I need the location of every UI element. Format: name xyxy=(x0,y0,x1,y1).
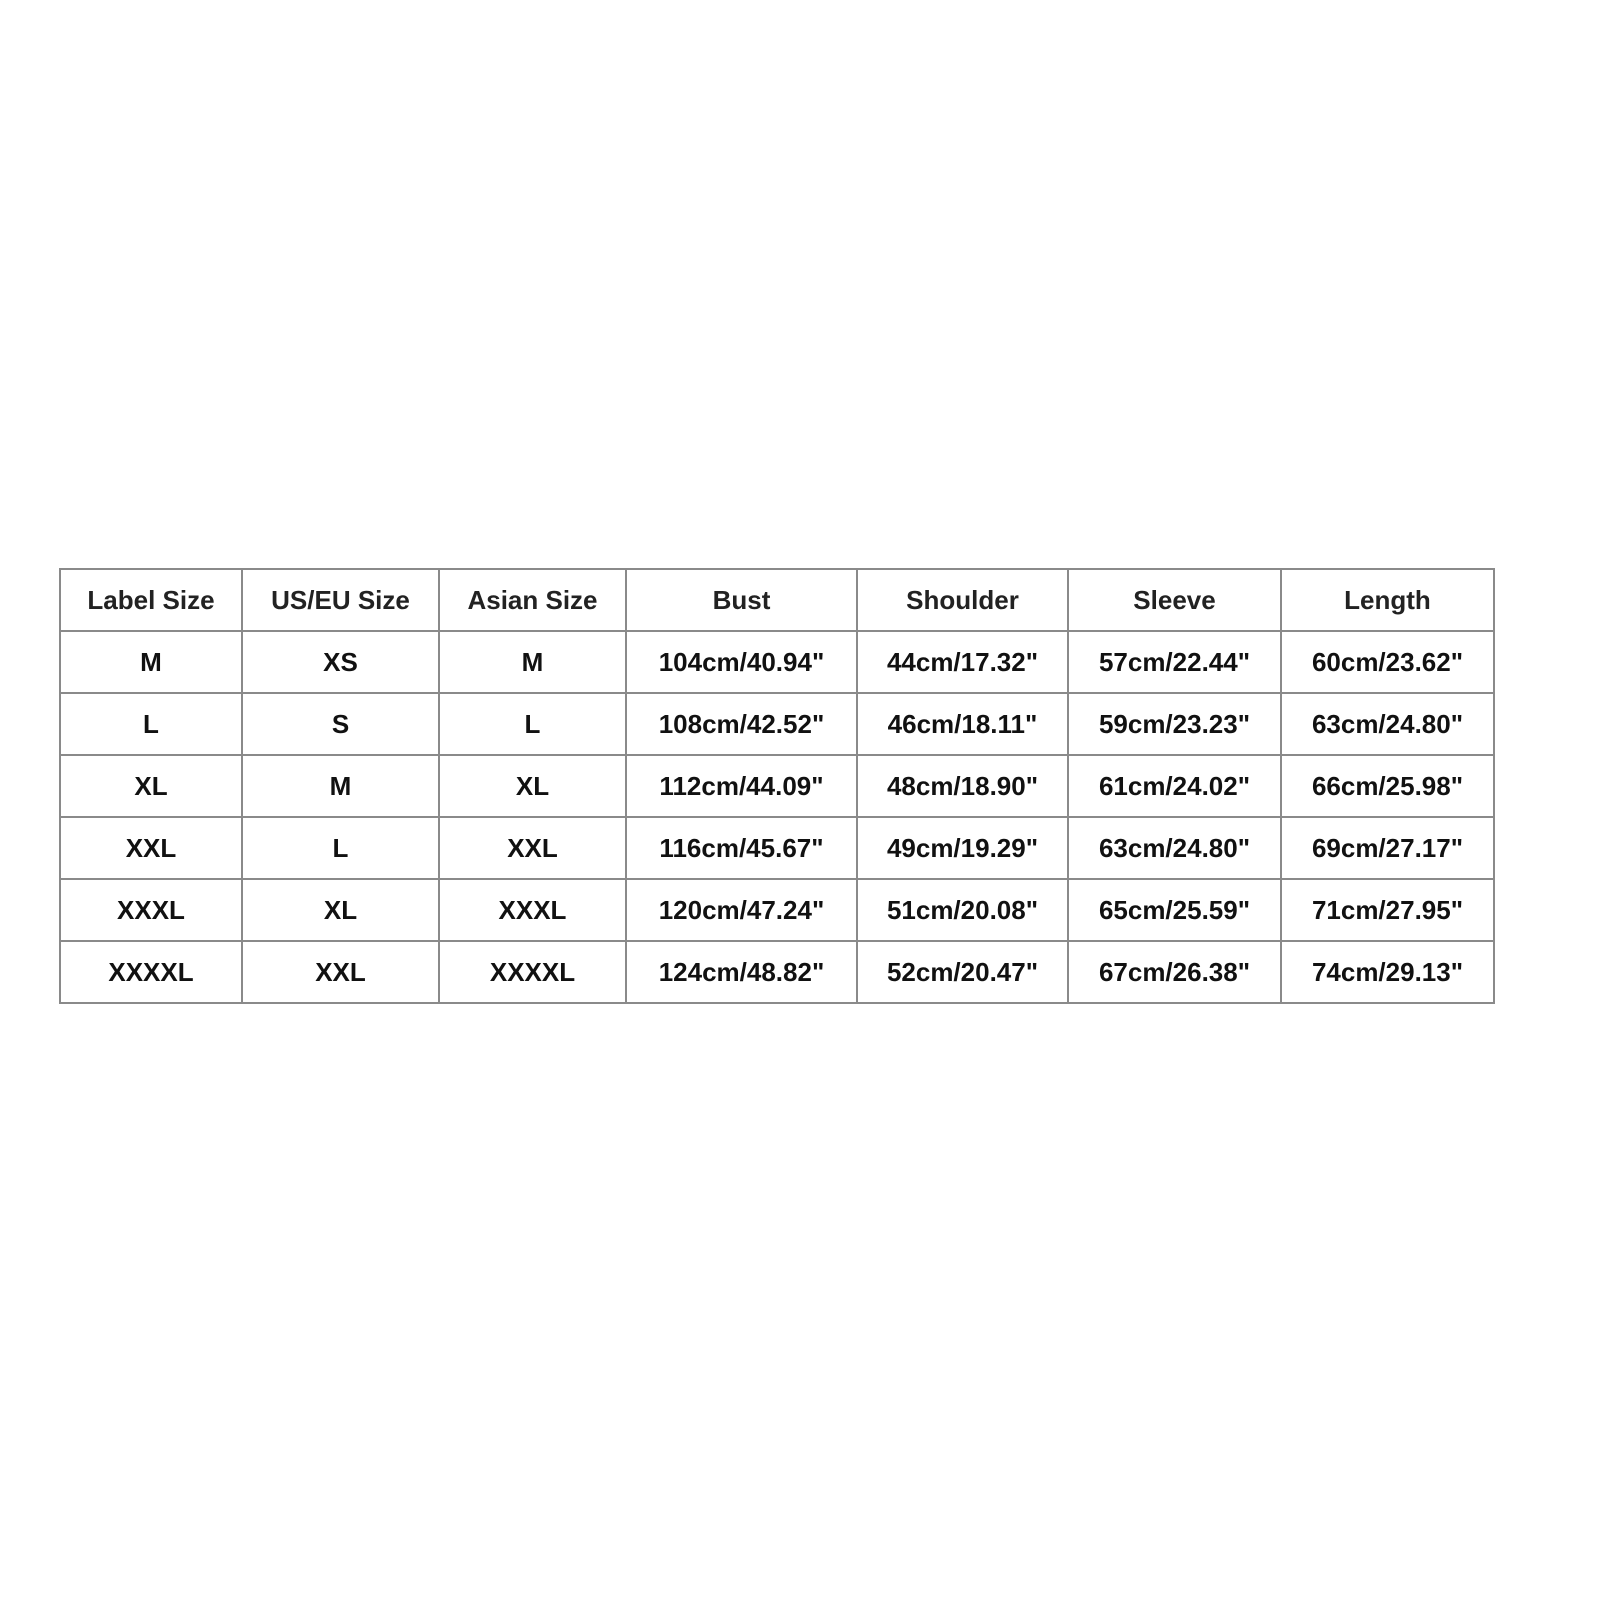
header-asian-size: Asian Size xyxy=(439,569,626,631)
cell-asian-size: XL xyxy=(439,755,626,817)
cell-us-eu-size: XL xyxy=(242,879,439,941)
header-label-size: Label Size xyxy=(60,569,242,631)
cell-bust: 124cm/48.82" xyxy=(626,941,857,1003)
cell-shoulder: 49cm/19.29" xyxy=(857,817,1068,879)
cell-sleeve: 59cm/23.23" xyxy=(1068,693,1281,755)
header-row xyxy=(60,569,1494,631)
cell-bust: 108cm/42.52" xyxy=(626,693,857,755)
cell-shoulder: 52cm/20.47" xyxy=(857,941,1068,1003)
table-row xyxy=(60,693,1494,755)
cell-us-eu-size: S xyxy=(242,693,439,755)
table-row xyxy=(60,941,1494,1003)
cell-bust: 104cm/40.94" xyxy=(626,631,857,693)
cell-us-eu-size: L xyxy=(242,817,439,879)
cell-length: 69cm/27.17" xyxy=(1281,817,1494,879)
cell-us-eu-size: XXL xyxy=(242,941,439,1003)
cell-asian-size: L xyxy=(439,693,626,755)
cell-length: 71cm/27.95" xyxy=(1281,879,1494,941)
cell-label-size: M xyxy=(60,631,242,693)
cell-shoulder: 48cm/18.90" xyxy=(857,755,1068,817)
cell-us-eu-size: XS xyxy=(242,631,439,693)
header-shoulder: Shoulder xyxy=(857,569,1068,631)
header-length: Length xyxy=(1281,569,1494,631)
cell-length: 63cm/24.80" xyxy=(1281,693,1494,755)
cell-length: 60cm/23.62" xyxy=(1281,631,1494,693)
cell-bust: 120cm/47.24" xyxy=(626,879,857,941)
size-chart-table xyxy=(59,568,1495,1004)
cell-asian-size: XXXL xyxy=(439,879,626,941)
table-row xyxy=(60,755,1494,817)
cell-length: 66cm/25.98" xyxy=(1281,755,1494,817)
cell-sleeve: 65cm/25.59" xyxy=(1068,879,1281,941)
table-row xyxy=(60,817,1494,879)
cell-asian-size: XXXXL xyxy=(439,941,626,1003)
cell-bust: 112cm/44.09" xyxy=(626,755,857,817)
header-us-eu-size: US/EU Size xyxy=(242,569,439,631)
cell-sleeve: 61cm/24.02" xyxy=(1068,755,1281,817)
header-bust: Bust xyxy=(626,569,857,631)
cell-shoulder: 51cm/20.08" xyxy=(857,879,1068,941)
cell-label-size: XXL xyxy=(60,817,242,879)
table-row xyxy=(60,631,1494,693)
cell-asian-size: XXL xyxy=(439,817,626,879)
cell-us-eu-size: M xyxy=(242,755,439,817)
cell-label-size: XL xyxy=(60,755,242,817)
cell-shoulder: 46cm/18.11" xyxy=(857,693,1068,755)
cell-bust: 116cm/45.67" xyxy=(626,817,857,879)
cell-shoulder: 44cm/17.32" xyxy=(857,631,1068,693)
cell-label-size: L xyxy=(60,693,242,755)
cell-sleeve: 57cm/22.44" xyxy=(1068,631,1281,693)
cell-sleeve: 63cm/24.80" xyxy=(1068,817,1281,879)
cell-asian-size: M xyxy=(439,631,626,693)
cell-label-size: XXXL xyxy=(60,879,242,941)
table-row xyxy=(60,879,1494,941)
cell-label-size: XXXXL xyxy=(60,941,242,1003)
header-sleeve: Sleeve xyxy=(1068,569,1281,631)
cell-sleeve: 67cm/26.38" xyxy=(1068,941,1281,1003)
cell-length: 74cm/29.13" xyxy=(1281,941,1494,1003)
